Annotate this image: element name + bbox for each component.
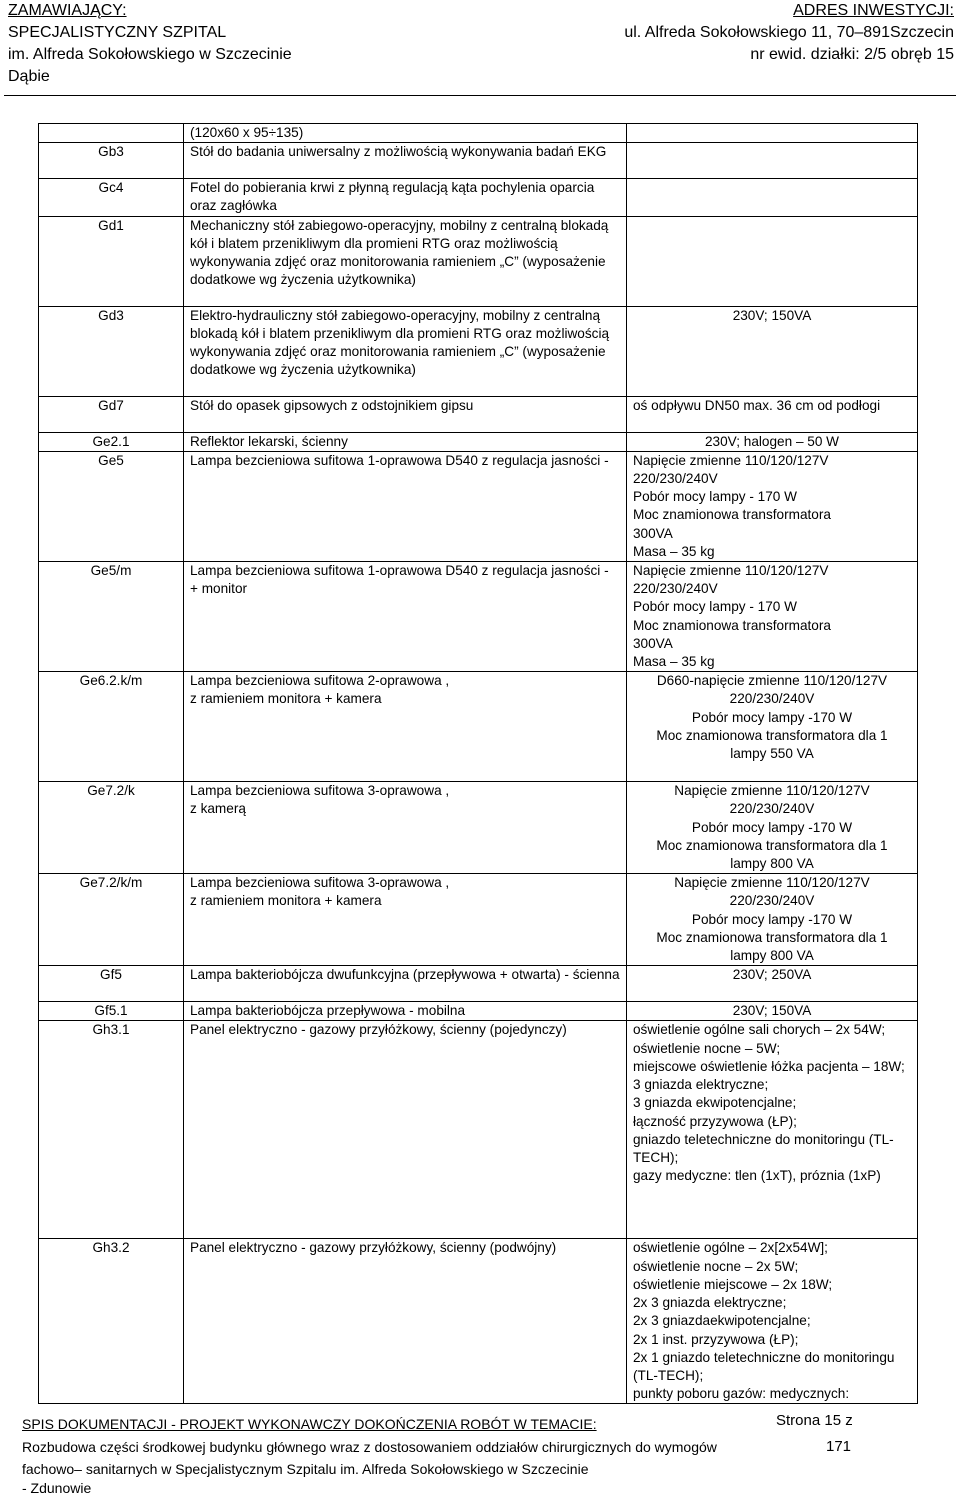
equipment-parameters	[627, 451, 918, 561]
parameter-line: Moc znamionowa transformatora dla 1	[656, 837, 888, 853]
footer-subtitle-2: - Zdunowie	[22, 1480, 92, 1496]
header-divider	[4, 95, 956, 96]
orderer-name-line-3: Dąbie	[8, 68, 50, 85]
equipment-parameters	[627, 1021, 918, 1239]
equipment-description	[184, 672, 627, 782]
description-line: Mechaniczny stół zabiegowo-operacyjny, mobilny z centralną blokadą kół i blatem przenikliwym dla promieni RTG oraz możliwością wykonywania zdjęć oraz monitorowania ramieniem „C” (wyposażenie dodatkowe wg życzenia użytkownika)	[190, 217, 609, 288]
description-line: Lampa bakteriobójcza przepływowa - mobilna	[190, 1003, 466, 1019]
description-line: Lampa bezcieniowa sufitowa 3-oprawowa ,	[190, 875, 450, 891]
equipment-description	[184, 143, 627, 179]
parameter-line: 220/230/240V	[633, 581, 718, 597]
equipment-table-body	[39, 124, 918, 1404]
parameter-line: 2x 3 gniazda elektryczne;	[633, 1295, 787, 1311]
equipment-description	[184, 1239, 627, 1404]
footer-title: SPIS DOKUMENTACJI - PROJEKT WYKONAWCZY DOKOŃCZENIA ROBÓT W TEMACIE:	[22, 1416, 597, 1432]
table-row	[39, 124, 918, 143]
parameter-line: oświetlenie nocne – 5W;	[633, 1040, 781, 1056]
parameter-line: miejscowe oświetlenie łóżka pacjenta – 18W;	[633, 1058, 905, 1074]
equipment-description	[184, 306, 627, 396]
parameter-line: łączność przyzywowa (ŁP);	[633, 1113, 797, 1129]
equipment-description	[184, 1021, 627, 1239]
equipment-table	[38, 123, 918, 1404]
orderer-name-line-2: im. Alfreda Sokołowskiego w Szczecinie	[8, 46, 292, 63]
parameter-line: Napięcie zmienne 110/120/127V	[633, 563, 829, 579]
equipment-parameters	[627, 966, 918, 1002]
description-line: Reflektor lekarski, ścienny	[190, 433, 348, 449]
description-line: (120x60 x 95÷135)	[190, 125, 304, 140]
document-header	[0, 0, 960, 96]
equipment-code: Gh3.2	[39, 1239, 184, 1404]
equipment-parameters	[627, 143, 918, 179]
parameter-line: Masa – 35 kg	[633, 654, 715, 670]
description-line: Fotel do pobierania krwi z płynną regulacją kąta pochylenia oparcia oraz zagłówka	[190, 180, 595, 214]
equipment-description	[184, 124, 627, 143]
orderer-label: ZAMAWIAJĄCY:	[8, 2, 127, 19]
description-line: z ramieniem monitora + kamera	[190, 893, 382, 909]
parameter-line: 2x 1 gniazdo teletechniczne do monitoringu (TL-TECH);	[633, 1349, 895, 1383]
description-line: Lampa bezcieniowa sufitowa 1-oprawowa D540 z regulacja jasności -	[190, 452, 609, 468]
parameter-line: 230V; 250VA	[732, 967, 812, 983]
equipment-parameters	[627, 124, 918, 143]
parameter-line: D660-napięcie zmienne 110/120/127V	[656, 673, 888, 689]
description-line: Elektro-hydrauliczny stół zabiegowo-operacyjny, mobilny z centralną blokadą kół i blatem przenikliwym dla promieni RTG oraz możliwością wykonywania zdjęć oraz monitorowania ramieniem „C” (wyposażenie dodatkowe wg życzenia użytkownika)	[190, 307, 610, 378]
equipment-description	[184, 451, 627, 561]
parameter-line: oś odpływu DN50 max. 36 cm od podłogi	[633, 397, 881, 413]
parameter-line: 300VA	[633, 635, 673, 651]
equipment-parameters	[627, 874, 918, 966]
equipment-parameters	[627, 672, 918, 782]
equipment-parameters	[627, 432, 918, 451]
parameter-line: Napięcie zmienne 110/120/127V	[674, 875, 870, 891]
parameter-line: Moc znamionowa transformatora	[633, 617, 831, 633]
description-line: Panel elektryczno - gazowy przyłóżkowy, ścienny (podwójny)	[190, 1240, 557, 1256]
parameter-line: 230V; halogen – 50 W	[704, 433, 840, 449]
parameter-line: 220/230/240V	[729, 893, 815, 909]
parameter-line: 300VA	[633, 525, 673, 541]
page-label: Strona 15 z	[776, 1412, 853, 1429]
table-row	[39, 1239, 918, 1404]
equipment-parameters	[627, 179, 918, 216]
description-line: z ramieniem monitora + kamera	[190, 691, 382, 707]
table-row	[39, 562, 918, 672]
equipment-table-wrap	[38, 123, 916, 1404]
parameter-line: oświetlenie miejscowe – 2x 18W;	[633, 1276, 833, 1292]
parameter-line: Pobór mocy lampy - 170 W	[633, 599, 797, 615]
investment-address-line-1: ul. Alfreda Sokołowskiego 11, 70–891Szczecin	[624, 24, 954, 41]
equipment-description	[184, 432, 627, 451]
investment-address-block	[484, 0, 954, 66]
equipment-description	[184, 396, 627, 432]
equipment-parameters	[627, 216, 918, 306]
equipment-description	[184, 782, 627, 874]
footer-subtitle: Rozbudowa części środkowej budynku głównego wraz z dostosowaniem oddziałów chirurgicznych do wymogów fachowo– sanitarnych w Specjalistycznym Szpitalu im. Alfreda Sokołowskiego w Szczecinie	[22, 1439, 717, 1477]
equipment-parameters	[627, 782, 918, 874]
parameter-line: Moc znamionowa transformatora	[633, 507, 831, 523]
equipment-code: Gd3	[39, 306, 184, 396]
description-line: Stół do opasek gipsowych z odstojnikiem gipsu	[190, 397, 474, 413]
description-line: Stół do badania uniwersalny z możliwością wykonywania badań EKG	[190, 144, 607, 160]
parameter-line: 2x 3 gniazdaekwipotencjalne;	[633, 1313, 811, 1329]
orderer-block	[8, 0, 478, 88]
table-row	[39, 1002, 918, 1021]
parameter-line: 220/230/240V	[729, 691, 815, 707]
table-row	[39, 782, 918, 874]
parameter-line: Moc znamionowa transformatora dla 1	[656, 727, 888, 743]
parameter-line: 220/230/240V	[729, 801, 815, 817]
parameter-line: Pobór mocy lampy -170 W	[691, 911, 853, 927]
equipment-code: Gd1	[39, 216, 184, 306]
equipment-code	[39, 124, 184, 143]
parameter-line: 230V; 150VA	[732, 307, 812, 323]
description-line: Lampa bezcieniowa sufitowa 1-oprawowa D540 z regulacja jasności - + monitor	[190, 563, 609, 597]
parameter-line: lampy 800 VA	[730, 856, 814, 872]
document-footer	[0, 1410, 960, 1497]
table-row	[39, 432, 918, 451]
equipment-code: Ge6.2.k/m	[39, 672, 184, 782]
parameter-line: Pobór mocy lampy -170 W	[691, 709, 853, 725]
table-row	[39, 451, 918, 561]
equipment-description	[184, 179, 627, 216]
description-line: Lampa bezcieniowa sufitowa 2-oprawowa ,	[190, 673, 450, 689]
description-line: Lampa bakteriobójcza dwufunkcyjna (przepływowa + otwarta) - ścienna	[190, 967, 620, 983]
equipment-parameters	[627, 306, 918, 396]
investment-address-line-2: nr ewid. działki: 2/5 obręb 15	[750, 46, 954, 63]
parameter-line: Napięcie zmienne 110/120/127V	[674, 783, 870, 799]
equipment-code: Ge5	[39, 451, 184, 561]
table-row	[39, 672, 918, 782]
equipment-code: Gf5	[39, 966, 184, 1002]
parameter-line: oświetlenie ogólne – 2x[2x54W];	[633, 1240, 828, 1256]
equipment-code: Gc4	[39, 179, 184, 216]
equipment-description	[184, 216, 627, 306]
equipment-code: Gf5.1	[39, 1002, 184, 1021]
orderer-name-line-1: SPECJALISTYCZNY SZPITAL	[8, 24, 227, 41]
equipment-code: Gd7	[39, 396, 184, 432]
table-row	[39, 179, 918, 216]
parameter-line: 3 gniazda elektryczne;	[633, 1077, 769, 1093]
parameter-line: lampy 550 VA	[730, 746, 814, 762]
parameter-line: gazy medyczne: tlen (1xT), próznia (1xP)	[633, 1168, 881, 1184]
parameter-line: Pobór mocy lampy - 170 W	[633, 489, 797, 505]
table-row	[39, 966, 918, 1002]
parameter-line: Masa – 35 kg	[633, 543, 715, 559]
equipment-parameters	[627, 1002, 918, 1021]
equipment-description	[184, 966, 627, 1002]
equipment-description	[184, 562, 627, 672]
table-row	[39, 1021, 918, 1239]
description-line: z kamerą	[190, 801, 246, 817]
parameter-line: 3 gniazda ekwipotencjalne;	[633, 1095, 797, 1111]
parameter-line: punkty poboru gazów: medycznych:	[633, 1386, 850, 1402]
description-line: Lampa bezcieniowa sufitowa 3-oprawowa ,	[190, 783, 450, 799]
table-row	[39, 143, 918, 179]
parameter-line: Moc znamionowa transformatora dla 1	[656, 929, 888, 945]
equipment-code: Ge7.2/k/m	[39, 874, 184, 966]
equipment-parameters	[627, 562, 918, 672]
equipment-parameters	[627, 396, 918, 432]
parameter-line: lampy 800 VA	[730, 948, 814, 964]
equipment-code: Ge7.2/k	[39, 782, 184, 874]
equipment-code: Ge2.1	[39, 432, 184, 451]
table-row	[39, 396, 918, 432]
equipment-code: Gh3.1	[39, 1021, 184, 1239]
parameter-line: gniazdo teletechniczne do monitoringu (TL-TECH);	[633, 1131, 894, 1165]
parameter-line: 2x 1 inst. przyzywowa (ŁP);	[633, 1331, 799, 1347]
investment-address-label: ADRES INWESTYCJI:	[793, 2, 954, 19]
equipment-description	[184, 874, 627, 966]
equipment-parameters	[627, 1239, 918, 1404]
equipment-description	[184, 1002, 627, 1021]
table-row	[39, 306, 918, 396]
description-line: Panel elektryczno - gazowy przyłóżkowy, ścienny (pojedynczy)	[190, 1022, 567, 1038]
page-total: 171	[826, 1438, 852, 1455]
parameter-line: 230V; 150VA	[732, 1003, 812, 1019]
equipment-code: Gb3	[39, 143, 184, 179]
parameter-line: Pobór mocy lampy -170 W	[691, 819, 853, 835]
table-row	[39, 874, 918, 966]
table-row	[39, 216, 918, 306]
equipment-code: Ge5/m	[39, 562, 184, 672]
parameter-line: oświetlenie ogólne sali chorych – 2x 54W;	[633, 1022, 886, 1038]
parameter-line: Napięcie zmienne 110/120/127V	[633, 452, 829, 468]
parameter-line: oświetlenie nocne – 2x 5W;	[633, 1258, 799, 1274]
parameter-line: 220/230/240V	[633, 471, 718, 487]
